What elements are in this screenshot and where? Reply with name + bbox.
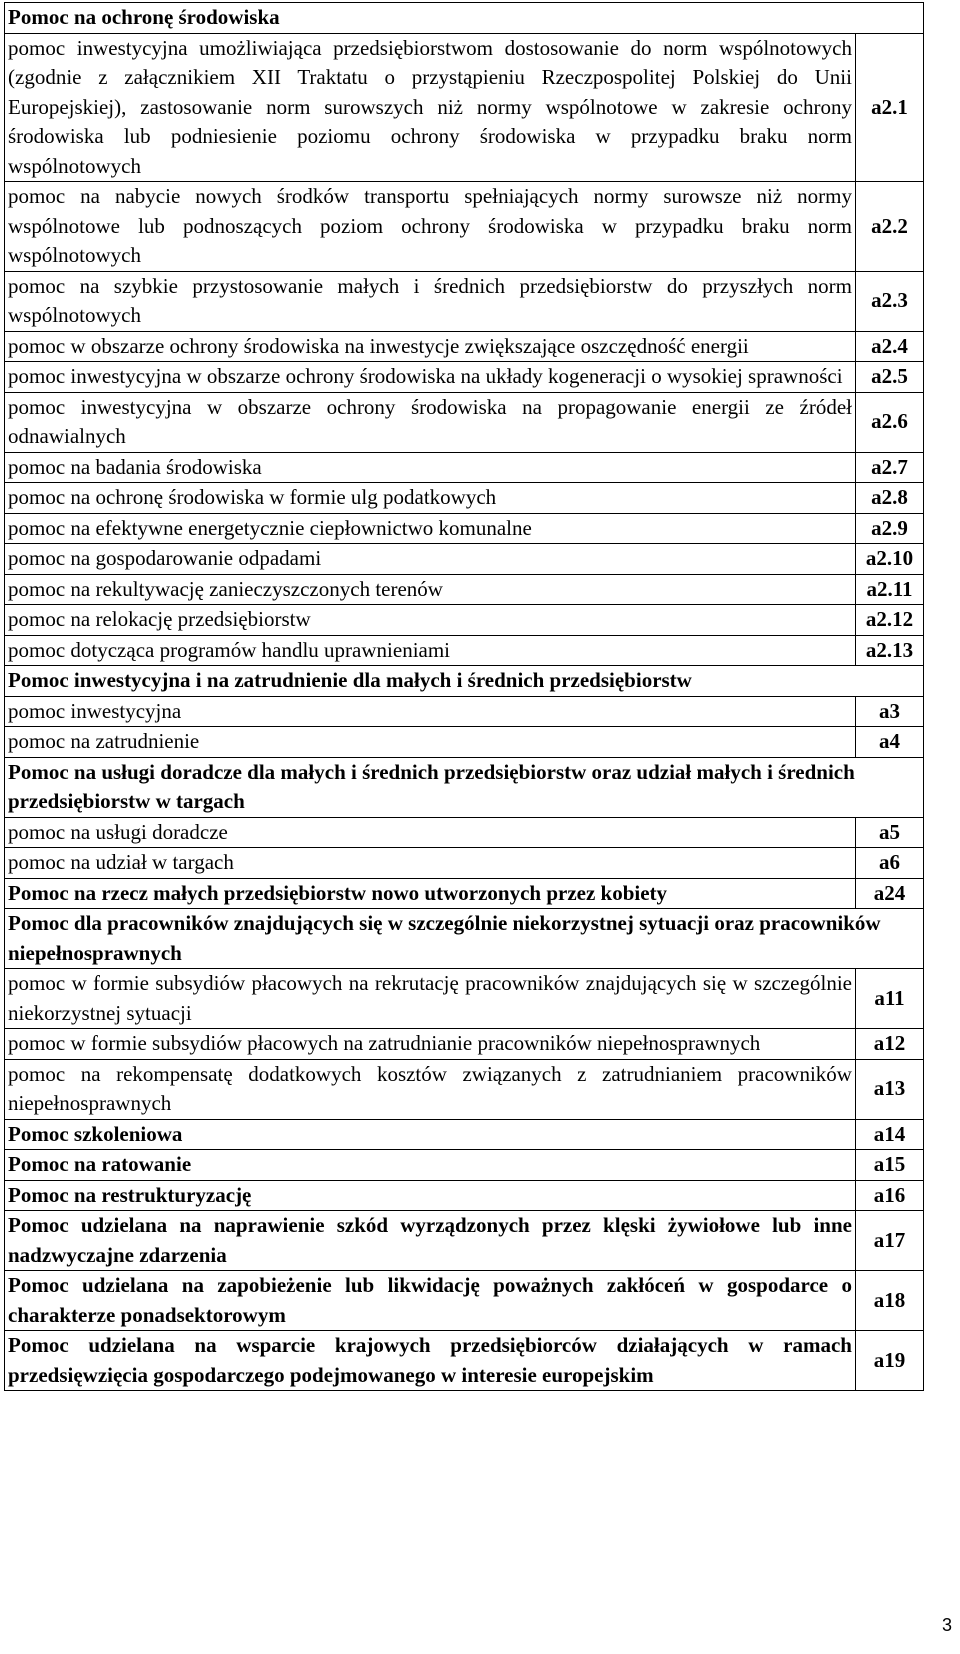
aid-description: pomoc na rekultywację zanieczyszczonych terenów [5, 574, 856, 605]
aid-description: Pomoc na ratowanie [5, 1150, 856, 1181]
table-row [5, 33, 924, 182]
table-row [5, 1029, 924, 1060]
table-row [5, 1271, 924, 1331]
table-row [5, 1059, 924, 1119]
aid-code: a2.13 [855, 635, 923, 666]
table-row [5, 1211, 924, 1271]
table-row [5, 182, 924, 272]
table-row [5, 878, 924, 909]
section-heading-row [5, 757, 924, 817]
section-heading: Pomoc na usługi doradcze dla małych i średnich przedsiębiorstw oraz udział małych i średnich przedsiębiorstw w targach [5, 757, 924, 817]
section-heading-row [5, 909, 924, 969]
aid-description: Pomoc szkoleniowa [5, 1119, 856, 1150]
aid-code: a2.1 [855, 33, 923, 182]
aid-description: pomoc na nabycie nowych środków transportu spełniających normy surowsze niż normy wspólnotowe lub podnoszących poziom ochrony środowiska w przypadku braku norm wspólnotowych [5, 182, 856, 272]
table-row [5, 331, 924, 362]
table-row [5, 1180, 924, 1211]
page-number: 3 [941, 1615, 952, 1635]
table-row [5, 696, 924, 727]
aid-code: a15 [855, 1150, 923, 1181]
table-row [5, 1150, 924, 1181]
aid-description: pomoc inwestycyjna w obszarze ochrony środowiska na propagowanie energii ze źródeł odnawialnych [5, 392, 856, 452]
aid-code: a2.9 [855, 513, 923, 544]
aid-code: a13 [855, 1059, 923, 1119]
table-row [5, 1331, 924, 1391]
aid-code: a11 [855, 969, 923, 1029]
aid-description: pomoc inwestycyjna [5, 696, 856, 727]
table-row [5, 727, 924, 758]
table-row [5, 452, 924, 483]
aid-description: pomoc inwestycyjna umożliwiająca przedsiębiorstwom dostosowanie do norm wspólnotowych (zgodnie z załącznikiem XII Traktatu o przystąpieniu Rzeczpospolitej Polskiej do Unii Europejskiej), zastosowanie norm surowszych niż normy wspólnotowe w zakresie ochrony środowiska lub podniesienie poziomu ochrony środowiska w przypadku braku norm wspólnotowych [5, 33, 856, 182]
aid-code: a12 [855, 1029, 923, 1060]
aid-description: pomoc na udział w targach [5, 848, 856, 879]
aid-description: pomoc na szybkie przystosowanie małych i średnich przedsiębiorstw do przyszłych norm wspólnotowych [5, 271, 856, 331]
aid-code: a2.5 [855, 362, 923, 393]
aid-description: pomoc w obszarze ochrony środowiska na inwestycje zwiększające oszczędność energii [5, 331, 856, 362]
aid-code: a2.7 [855, 452, 923, 483]
aid-category-table [4, 2, 924, 1391]
aid-code: a2.3 [855, 271, 923, 331]
aid-code: a3 [855, 696, 923, 727]
aid-description: pomoc na ochronę środowiska w formie ulg podatkowych [5, 483, 856, 514]
aid-code: a2.12 [855, 605, 923, 636]
aid-code: a18 [855, 1271, 923, 1331]
aid-description: pomoc inwestycyjna w obszarze ochrony środowiska na układy kogeneracji o wysokiej sprawności [5, 362, 856, 393]
aid-description: pomoc na rekompensatę dodatkowych kosztów związanych z zatrudnianiem pracowników niepełnosprawnych [5, 1059, 856, 1119]
table-row [5, 817, 924, 848]
aid-description: pomoc na zatrudnienie [5, 727, 856, 758]
section-heading-row [5, 3, 924, 34]
aid-description: pomoc w formie subsydiów płacowych na rekrutację pracowników znajdujących się w szczególnie niekorzystnej sytuacji [5, 969, 856, 1029]
table-row [5, 271, 924, 331]
table-row [5, 635, 924, 666]
table-row [5, 574, 924, 605]
aid-description: Pomoc na rzecz małych przedsiębiorstw nowo utworzonych przez kobiety [5, 878, 856, 909]
table-row [5, 392, 924, 452]
table-row [5, 848, 924, 879]
section-heading: Pomoc dla pracowników znajdujących się w szczególnie niekorzystnej sytuacji oraz pracowników niepełnosprawnych [5, 909, 924, 969]
table-row [5, 513, 924, 544]
section-heading: Pomoc na ochronę środowiska [5, 3, 924, 34]
aid-code: a2.6 [855, 392, 923, 452]
aid-code: a2.4 [855, 331, 923, 362]
aid-code: a4 [855, 727, 923, 758]
aid-code: a5 [855, 817, 923, 848]
table-row [5, 1119, 924, 1150]
aid-description: pomoc dotycząca programów handlu uprawnieniami [5, 635, 856, 666]
aid-description: pomoc na gospodarowanie odpadami [5, 544, 856, 575]
aid-description: Pomoc udzielana na naprawienie szkód wyrządzonych przez klęski żywiołowe lub inne nadzwyczajne zdarzenia [5, 1211, 856, 1271]
table-row [5, 483, 924, 514]
aid-description: Pomoc udzielana na wsparcie krajowych przedsiębiorców działających w ramach przedsięwzięcia gospodarczego podejmowanego w interesie europejskim [5, 1331, 856, 1391]
aid-code: a2.11 [855, 574, 923, 605]
aid-description: Pomoc na restrukturyzację [5, 1180, 856, 1211]
table-row [5, 362, 924, 393]
aid-code: a17 [855, 1211, 923, 1271]
aid-code: a2.2 [855, 182, 923, 272]
aid-code: a2.10 [855, 544, 923, 575]
aid-description: pomoc na relokację przedsiębiorstw [5, 605, 856, 636]
aid-description: pomoc na usługi doradcze [5, 817, 856, 848]
aid-description: Pomoc udzielana na zapobieżenie lub likwidację poważnych zakłóceń w gospodarce o charakterze ponadsektorowym [5, 1271, 856, 1331]
aid-code: a14 [855, 1119, 923, 1150]
aid-description: pomoc na badania środowiska [5, 452, 856, 483]
aid-description: pomoc w formie subsydiów płacowych na zatrudnianie pracowników niepełnosprawnych [5, 1029, 856, 1060]
aid-code: a16 [855, 1180, 923, 1211]
aid-code: a2.8 [855, 483, 923, 514]
aid-code: a6 [855, 848, 923, 879]
aid-code: a24 [855, 878, 923, 909]
table-row [5, 605, 924, 636]
section-heading: Pomoc inwestycyjna i na zatrudnienie dla małych i średnich przedsiębiorstw [5, 666, 924, 697]
table-row [5, 969, 924, 1029]
aid-table-body [5, 3, 924, 1391]
aid-description: pomoc na efektywne energetycznie ciepłownictwo komunalne [5, 513, 856, 544]
aid-code: a19 [855, 1331, 923, 1391]
table-row [5, 544, 924, 575]
section-heading-row [5, 666, 924, 697]
